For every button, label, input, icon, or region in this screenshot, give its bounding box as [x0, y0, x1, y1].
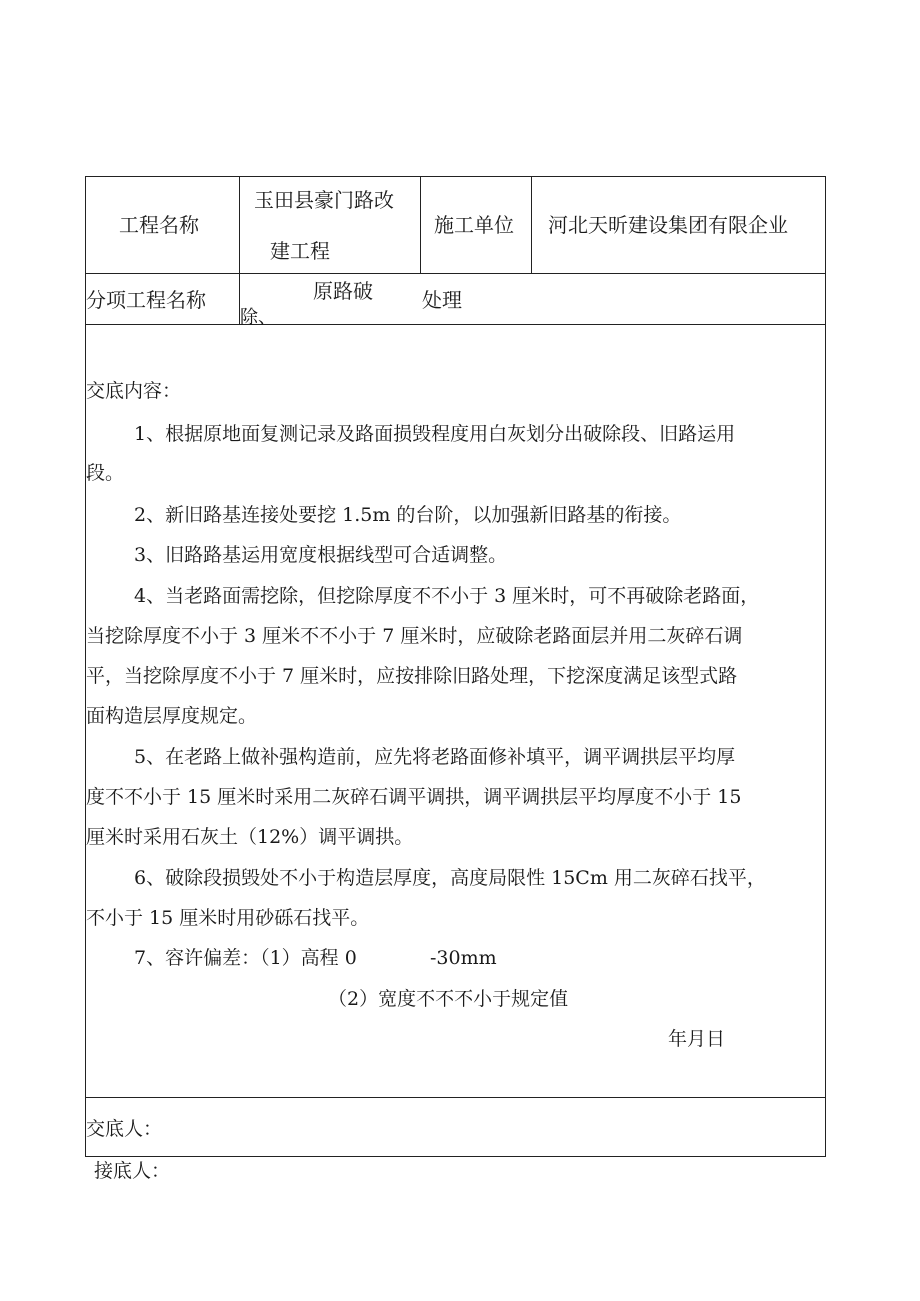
content-line: （2）宽度不不不小于规定值	[328, 988, 569, 1010]
sub-project-value-part1: 原路破	[313, 279, 373, 303]
content-line: -30mm	[430, 947, 497, 969]
table-border-right	[825, 176, 826, 1157]
contractor-label: 施工单位	[434, 213, 514, 237]
content-line: 面构造层厚度规定。	[86, 705, 258, 727]
date-label: 年月日	[668, 1028, 726, 1050]
table-row-divider-1	[85, 273, 826, 274]
content-line: 4、当老路面需挖除，但挖除厚度不不小于 3 厘米时，可不再破除老路面，	[134, 585, 760, 607]
content-line: 不小于 15 厘米时用砂砾石找平。	[86, 907, 370, 929]
project-name-value-line2: 建工程	[270, 239, 330, 263]
table-border-bottom	[85, 1156, 826, 1157]
table-row-divider-2	[85, 324, 826, 325]
sub-project-label: 分项工程名称	[86, 288, 206, 312]
sub-project-value-part3: 处理	[422, 288, 462, 312]
content-line: 6、破除段损毁处不小于构造层厚度，高度局限性 15Cm 用二灰碎石找平，	[134, 867, 766, 889]
content-heading: 交底内容：	[86, 380, 182, 402]
project-name-label: 工程名称	[119, 213, 199, 237]
table-border-top	[85, 176, 826, 177]
table-row-divider-3	[85, 1097, 826, 1098]
table-col-divider-2	[420, 176, 421, 273]
content-line: 1、根据原地面复测记录及路面损毁程度用白灰划分出破除段、旧路运用	[134, 423, 736, 445]
content-line: 平，当挖除厚度不小于 7 厘米时，应按排除旧路处理，下挖深度满足该型式路	[86, 665, 738, 687]
content-line: 5、在老路上做补强构造前，应先将老路面修补填平，调平调拱层平均厚	[134, 746, 736, 768]
discloser-label: 交底人：	[86, 1118, 163, 1140]
content-line: 度不不小于 15 厘米时采用二灰碎石调平调拱，调平调拱层平均厚度不小于 15	[86, 786, 742, 808]
table-col-divider-3	[531, 176, 532, 273]
content-line: 3、旧路路基运用宽度根据线型可合适调整。	[134, 544, 508, 566]
content-line: 厘米时采用石灰土（12%）调平调拱。	[86, 826, 414, 848]
table-col-divider-1	[239, 176, 240, 324]
contractor-value: 河北天昕建设集团有限企业	[548, 213, 788, 237]
project-name-value-line1: 玉田县豪门路改	[254, 188, 394, 212]
sub-project-value-part2: 除、	[240, 307, 276, 328]
content-line: 段。	[86, 462, 125, 484]
content-line: 当挖除厚度不小于 3 厘米不不小于 7 厘米时，应破除老路面层并用二灰碎石调	[86, 625, 743, 647]
content-line: 7、容许偏差：（1）高程 0	[134, 947, 357, 969]
content-line: 2、新旧路基连接处要挖 1.5m 的台阶，以加强新旧路基的衔接。	[134, 504, 682, 526]
receiver-label: 接底人：	[94, 1160, 171, 1182]
